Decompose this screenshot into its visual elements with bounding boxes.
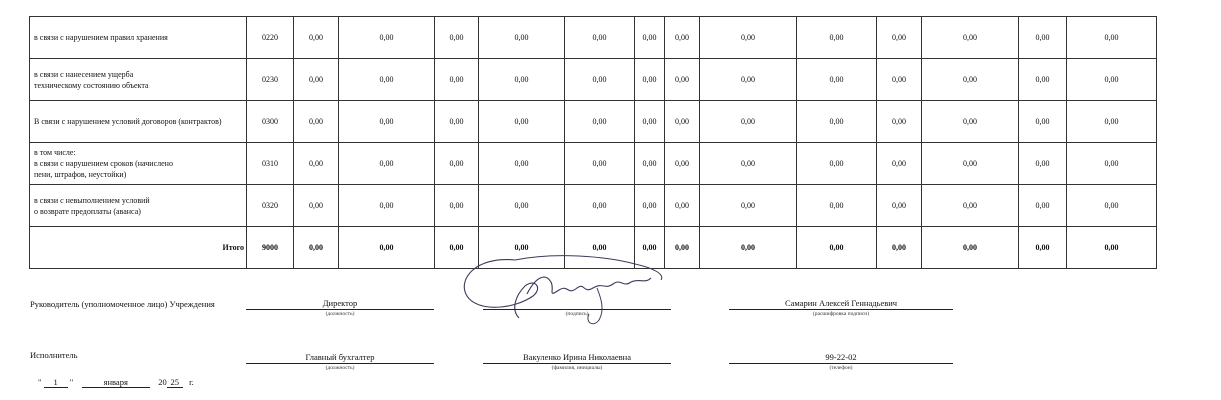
row-code: 0310: [247, 143, 294, 185]
value-cell: 0,00: [635, 185, 665, 227]
value-cell: 0,00: [1019, 17, 1067, 59]
value-cell: 0,00: [1067, 185, 1157, 227]
value-cell: 0,00: [565, 227, 635, 269]
value-cell: 0,00: [665, 227, 700, 269]
value-cell: 0,00: [877, 17, 922, 59]
date-quote-close: ": [69, 377, 74, 387]
value-cell: 0,00: [435, 227, 479, 269]
value-cell: 0,00: [565, 17, 635, 59]
value-cell: 0,00: [877, 143, 922, 185]
head-signature-field: [483, 297, 671, 310]
value-cell: 0,00: [339, 227, 435, 269]
value-cell: 0,00: [479, 185, 565, 227]
value-cell: 0,00: [797, 17, 877, 59]
value-cell: 0,00: [294, 101, 339, 143]
head-position-caption: (должность): [325, 311, 355, 317]
value-cell: 0,00: [700, 227, 797, 269]
value-cell: 0,00: [922, 143, 1019, 185]
value-cell: 0,00: [435, 59, 479, 101]
table-row: [30, 101, 1157, 143]
date-year-prefix: 20: [158, 377, 167, 387]
value-cell: 0,00: [479, 143, 565, 185]
date-month: января: [82, 377, 150, 388]
value-cell: 0,00: [1019, 227, 1067, 269]
value-cell: 0,00: [294, 227, 339, 269]
value-cell: 0,00: [435, 101, 479, 143]
value-cell: 0,00: [635, 143, 665, 185]
row-label: Итого: [30, 227, 247, 269]
value-cell: 0,00: [877, 185, 922, 227]
value-cell: 0,00: [700, 185, 797, 227]
value-cell: 0,00: [797, 101, 877, 143]
head-label: Руководитель (уполномоченное лицо) Учреждения: [30, 299, 215, 309]
value-cell: 0,00: [435, 143, 479, 185]
executor-phone-caption: (телефон): [829, 365, 853, 371]
value-cell: 0,00: [565, 59, 635, 101]
head-signature-caption: (подпись): [565, 311, 589, 317]
value-cell: 0,00: [797, 143, 877, 185]
value-cell: 0,00: [665, 185, 700, 227]
value-cell: 0,00: [435, 185, 479, 227]
value-cell: 0,00: [665, 17, 700, 59]
value-cell: 0,00: [339, 101, 435, 143]
value-cell: 0,00: [700, 59, 797, 101]
value-cell: 0,00: [565, 143, 635, 185]
date-day: 1: [44, 377, 68, 388]
value-cell: 0,00: [922, 101, 1019, 143]
value-cell: 0,00: [1019, 143, 1067, 185]
value-cell: 0,00: [339, 143, 435, 185]
value-cell: 0,00: [1067, 17, 1157, 59]
value-cell: 0,00: [1019, 59, 1067, 101]
value-cell: 0,00: [1067, 227, 1157, 269]
value-cell: 0,00: [294, 17, 339, 59]
head-position-field: Директор: [246, 297, 434, 310]
row-code: 9000: [247, 227, 294, 269]
executor-phone-field: 99-22-02: [729, 351, 953, 364]
row-label: в связи с нарушением правил хранения: [30, 17, 247, 59]
date-year-suffix: 25: [167, 377, 183, 388]
data-table: [29, 16, 1157, 269]
date-suffix: г.: [189, 377, 194, 387]
value-cell: 0,00: [635, 101, 665, 143]
value-cell: 0,00: [1067, 101, 1157, 143]
value-cell: 0,00: [1019, 101, 1067, 143]
value-cell: 0,00: [877, 101, 922, 143]
table-row: [30, 17, 1157, 59]
table-row: [30, 59, 1157, 101]
executor-position-caption: (должность): [325, 365, 355, 371]
row-label: в том числе: в связи с нарушением сроков (начислено пени, штрафов, неустойки): [30, 143, 247, 185]
row-label: в связи с невыполнением условий о возврате предоплаты (аванса): [30, 185, 247, 227]
row-label: В связи с нарушением условий договоров (контрактов): [30, 101, 247, 143]
row-code: 0300: [247, 101, 294, 143]
executor-position-field: Главный бухгалтер: [246, 351, 434, 364]
value-cell: 0,00: [922, 185, 1019, 227]
date-line: [38, 377, 194, 388]
head-name-caption: (расшифровка подписи): [812, 311, 870, 317]
value-cell: 0,00: [339, 17, 435, 59]
value-cell: 0,00: [294, 185, 339, 227]
value-cell: 0,00: [700, 17, 797, 59]
value-cell: 0,00: [479, 101, 565, 143]
table-row: [30, 143, 1157, 185]
value-cell: 0,00: [922, 227, 1019, 269]
row-code: 0320: [247, 185, 294, 227]
value-cell: 0,00: [1019, 185, 1067, 227]
table-row: [30, 185, 1157, 227]
executor-label: Исполнитель: [30, 350, 78, 360]
value-cell: 0,00: [565, 101, 635, 143]
date-quote-open: ": [38, 377, 42, 387]
value-cell: 0,00: [479, 227, 565, 269]
row-label: в связи с нанесением ущерба техническому состоянию объекта: [30, 59, 247, 101]
value-cell: 0,00: [565, 185, 635, 227]
value-cell: 0,00: [635, 59, 665, 101]
value-cell: 0,00: [797, 59, 877, 101]
value-cell: 0,00: [665, 59, 700, 101]
value-cell: 0,00: [700, 101, 797, 143]
executor-name-field: Вакуленко Ирина Николаевна: [483, 351, 671, 364]
executor-name-caption: (фамилия, инициалы): [551, 365, 603, 371]
row-code: 0220: [247, 17, 294, 59]
value-cell: 0,00: [1067, 59, 1157, 101]
value-cell: 0,00: [479, 17, 565, 59]
value-cell: 0,00: [435, 17, 479, 59]
value-cell: 0,00: [922, 59, 1019, 101]
value-cell: 0,00: [877, 227, 922, 269]
value-cell: 0,00: [635, 227, 665, 269]
value-cell: 0,00: [294, 59, 339, 101]
value-cell: 0,00: [877, 59, 922, 101]
value-cell: 0,00: [1067, 143, 1157, 185]
value-cell: 0,00: [797, 185, 877, 227]
value-cell: 0,00: [479, 59, 565, 101]
value-cell: 0,00: [665, 101, 700, 143]
value-cell: 0,00: [339, 185, 435, 227]
value-cell: 0,00: [797, 227, 877, 269]
value-cell: 0,00: [294, 143, 339, 185]
row-code: 0230: [247, 59, 294, 101]
value-cell: 0,00: [339, 59, 435, 101]
value-cell: 0,00: [922, 17, 1019, 59]
value-cell: 0,00: [700, 143, 797, 185]
value-cell: 0,00: [665, 143, 700, 185]
value-cell: 0,00: [635, 17, 665, 59]
head-name-field: Самарин Алексей Геннадьевич: [729, 297, 953, 310]
